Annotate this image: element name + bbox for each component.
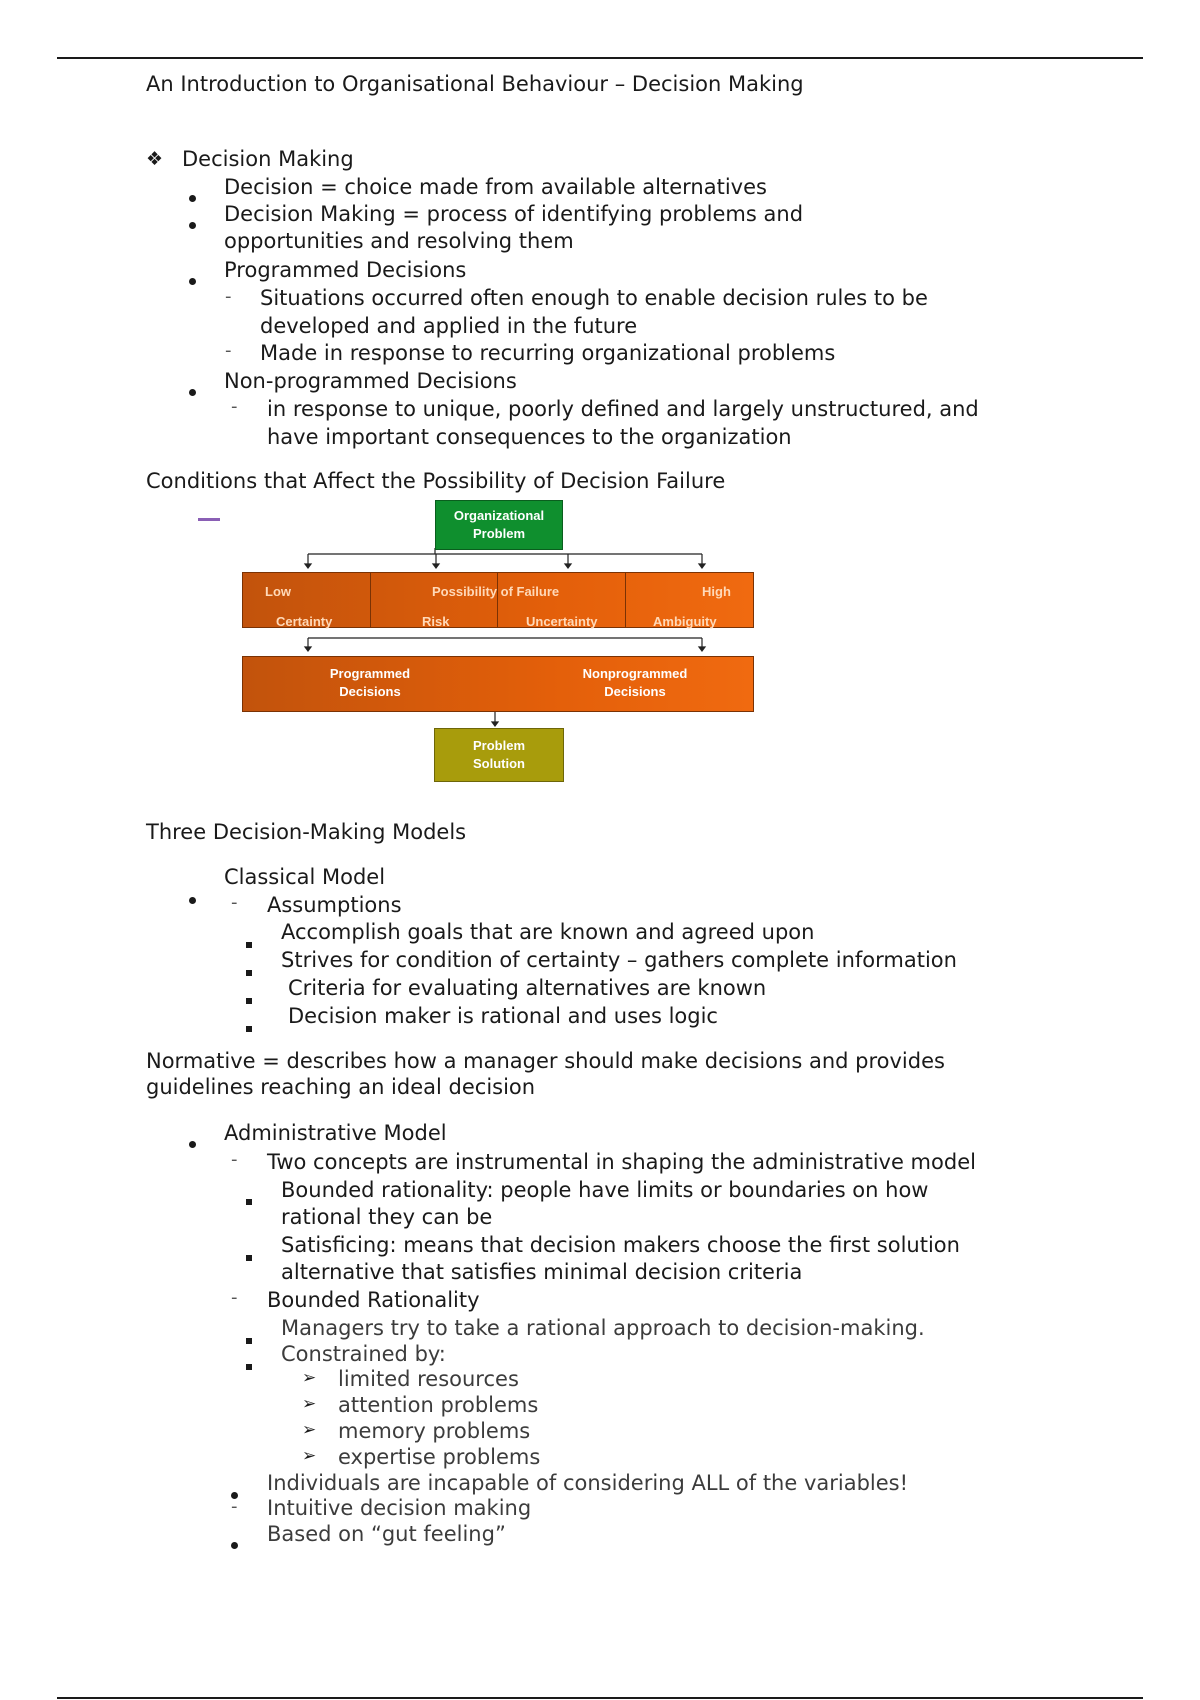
- square-bullet-icon: [246, 1011, 252, 1039]
- administrative-model-title: Administrative Model: [224, 1121, 447, 1145]
- decision-failure-diagram: [180, 490, 780, 790]
- classical-item-goals: Accomplish goals that are known and agreed upon: [281, 920, 815, 944]
- gut-feeling: Based on “gut feeling”: [267, 1522, 506, 1546]
- bounded-rationality-l1: Bounded rationality: people have limits or boundaries on how: [281, 1178, 929, 1202]
- square-bullet-icon: [246, 927, 252, 955]
- constrained-by: Constrained by:: [281, 1342, 446, 1366]
- sub-situations-l2: developed and applied in the future: [260, 314, 638, 338]
- dash-icon: -: [225, 286, 232, 307]
- bullet-decision: Decision = choice made from available alternatives: [224, 175, 767, 199]
- programmed-label-l1: Programmed: [329, 666, 411, 681]
- org-problem-label-l2: Problem: [472, 526, 525, 541]
- org-problem-label-l1: Organizational: [453, 508, 545, 523]
- dash-icon: -: [231, 1149, 238, 1170]
- solution-label-l1: Problem: [472, 738, 525, 753]
- assumptions-label: Assumptions: [267, 893, 402, 917]
- possibility-label: Possibility of Failure: [432, 584, 560, 599]
- bullet-nonprogrammed: Non-programmed Decisions: [224, 369, 517, 393]
- bullet-icon: [189, 181, 196, 209]
- constraint-memory: memory problems: [338, 1419, 531, 1443]
- bullet-icon: [231, 1528, 238, 1556]
- bottom-rule: [57, 1697, 1143, 1699]
- high-label: High: [702, 584, 731, 599]
- uncertainty-label: Uncertainty: [526, 614, 598, 629]
- square-bullet-icon: [246, 955, 252, 983]
- models-heading: Three Decision-Making Models: [146, 820, 467, 844]
- normative-l1: Normative = describes how a manager should make decisions and provides: [146, 1049, 945, 1073]
- incapable-all-variables: Individuals are incapable of considering ALL of the variables!: [267, 1471, 909, 1495]
- rational-approach: Managers try to take a rational approach to decision-making.: [281, 1316, 925, 1340]
- arrow-bullet-icon: ➢: [302, 1394, 317, 1414]
- bullet-decision-making-l2: opportunities and resolving them: [224, 229, 574, 253]
- sub-unique-l1: in response to unique, poorly defined and largely unstructured, and: [267, 397, 979, 421]
- bounded-rationality-heading: Bounded Rationality: [267, 1288, 480, 1312]
- bullet-icon: [189, 264, 196, 292]
- nonprogrammed-decisions-label: [555, 664, 715, 702]
- arrow-bullet-icon: ➢: [302, 1368, 317, 1388]
- classical-item-certainty: Strives for condition of certainty – gathers complete information: [281, 948, 957, 972]
- page-title: An Introduction to Organisational Behaviour – Decision Making: [146, 72, 804, 96]
- dash-icon: -: [231, 892, 238, 913]
- arrow-bullet-icon: ➢: [302, 1420, 317, 1440]
- classical-item-criteria: Criteria for evaluating alternatives are known: [288, 976, 767, 1000]
- arrow-bullet-icon: ➢: [302, 1446, 317, 1466]
- solution-label-l2: Solution: [472, 756, 525, 771]
- classical-item-rational: Decision maker is rational and uses logic: [288, 1004, 718, 1028]
- diamond-bullet-icon: ❖: [146, 148, 164, 170]
- constraint-expertise: expertise problems: [338, 1445, 541, 1469]
- sub-unique-l2: have important consequences to the organization: [267, 425, 792, 449]
- dash-icon: -: [231, 396, 238, 417]
- bullet-icon: [189, 375, 196, 403]
- organizational-problem-box: [435, 500, 563, 550]
- dash-icon: -: [225, 340, 232, 361]
- dash-icon: -: [231, 1287, 238, 1308]
- constraint-attention: attention problems: [338, 1393, 539, 1417]
- programmed-decisions-label: [300, 664, 440, 702]
- top-rule: [57, 57, 1143, 59]
- bullet-icon: [189, 208, 196, 236]
- two-concepts: Two concepts are instrumental in shaping the administrative model: [267, 1150, 976, 1174]
- square-bullet-icon: [246, 1184, 252, 1212]
- risk-label: Risk: [422, 614, 450, 629]
- sub-situations-l1: Situations occurred often enough to enable decision rules to be: [260, 286, 928, 310]
- section-heading-decision-making: Decision Making: [182, 147, 354, 171]
- constraint-resources: limited resources: [338, 1367, 519, 1391]
- normative-l2: guidelines reaching an ideal decision: [146, 1075, 536, 1099]
- square-bullet-icon: [246, 1240, 252, 1268]
- dash-icon: -: [231, 1496, 238, 1517]
- bullet-icon: [189, 1127, 196, 1155]
- ambiguity-label: Ambiguity: [653, 614, 717, 629]
- sub-recurring: Made in response to recurring organizational problems: [260, 341, 836, 365]
- satisficing-l2: alternative that satisfies minimal decision criteria: [281, 1260, 803, 1284]
- bounded-rationality-l2: rational they can be: [281, 1205, 493, 1229]
- nonprogrammed-label-l2: Decisions: [604, 684, 666, 699]
- nonprogrammed-label-l1: Nonprogrammed: [582, 666, 688, 681]
- intuitive-decision-making: Intuitive decision making: [267, 1496, 532, 1520]
- square-bullet-icon: [246, 983, 252, 1011]
- programmed-label-l2: Decisions: [339, 684, 401, 699]
- classical-model-title: Classical Model: [224, 865, 386, 889]
- bullet-icon: [189, 883, 196, 911]
- bullet-programmed: Programmed Decisions: [224, 258, 467, 282]
- square-bullet-icon: [246, 1349, 252, 1377]
- bullet-decision-making-l1: Decision Making = process of identifying problems and: [224, 202, 804, 226]
- satisficing-l1: Satisficing: means that decision makers choose the first solution: [281, 1233, 960, 1257]
- square-bullet-icon: [246, 1323, 252, 1351]
- low-label: Low: [265, 584, 291, 599]
- problem-solution-box: [434, 728, 564, 782]
- conditions-heading: Conditions that Affect the Possibility of Decision Failure: [146, 469, 726, 493]
- certainty-label: Certainty: [276, 614, 333, 629]
